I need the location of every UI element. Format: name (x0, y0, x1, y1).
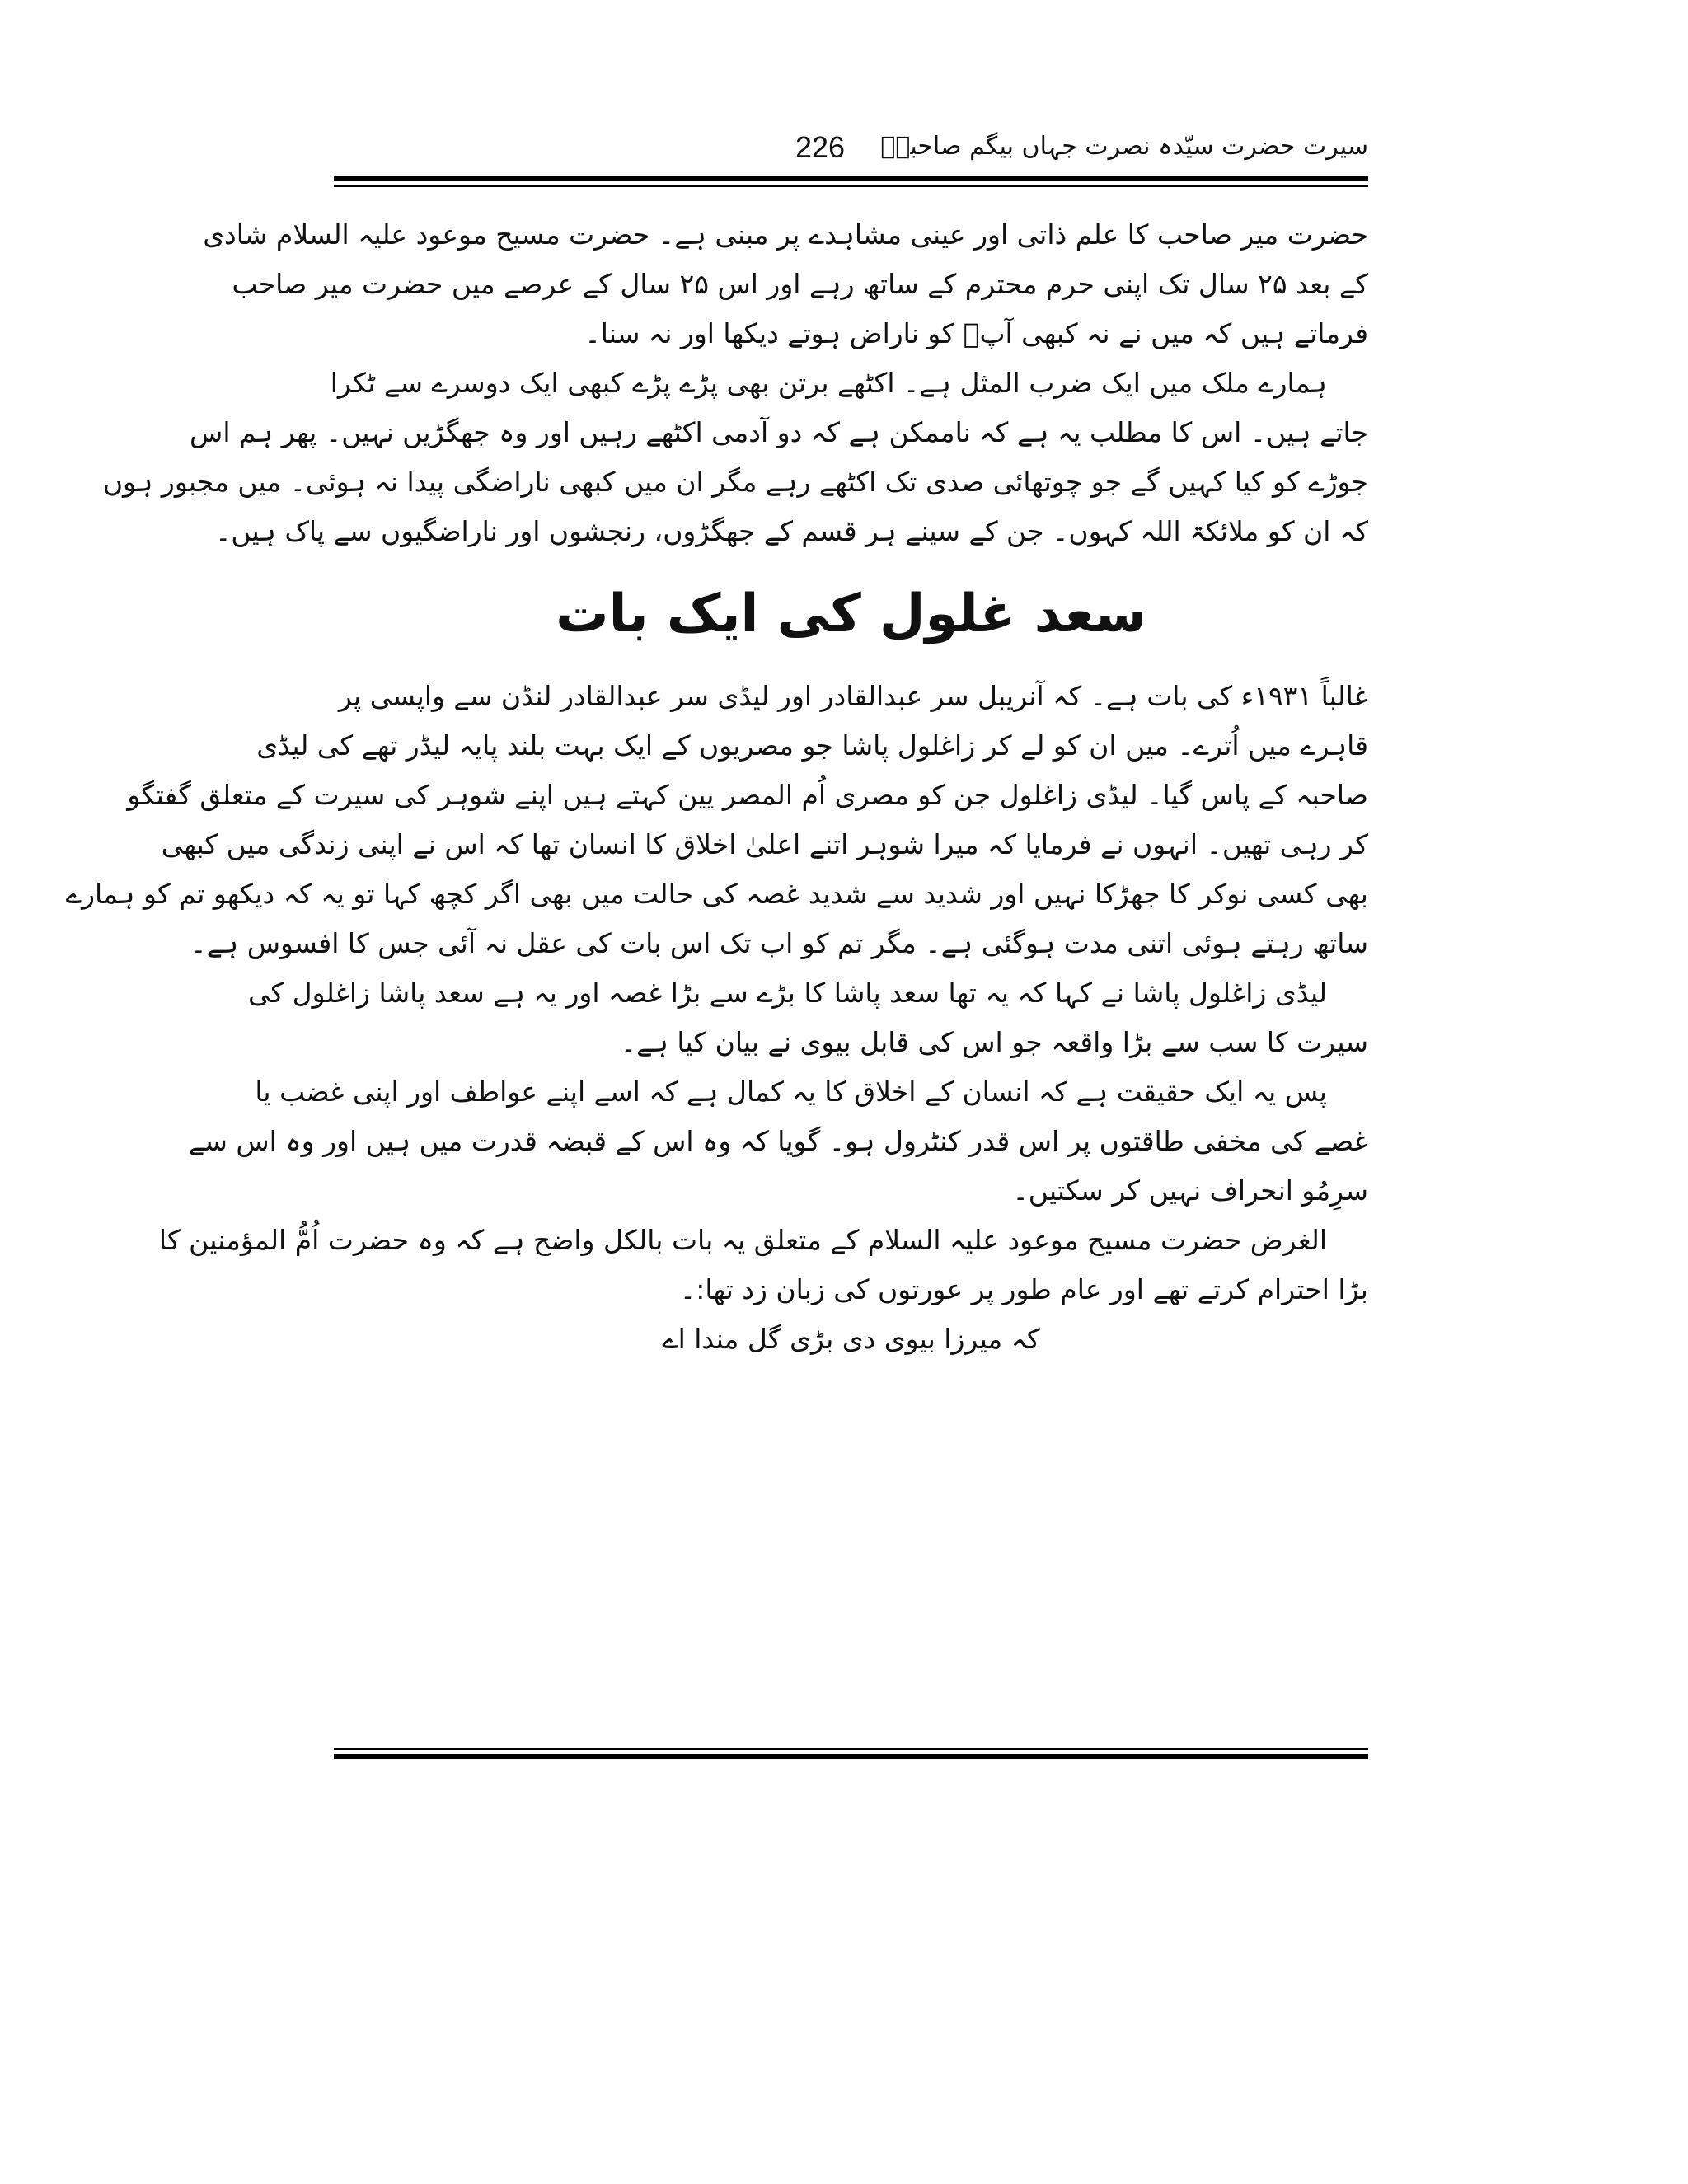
text-line: لیڈی زاغلول پاشا نے کہا کہ یہ تھا سعد پاشا کا بڑے سے بڑا غصہ اور یہ ہے سعد پاشا زاغلول کی (247, 977, 1327, 1009)
paragraph-1 (203, 210, 1368, 359)
text-line: بڑا احترام کرتے تھے اور عام طور پر عورتوں کی زبان زد تھا:۔ (679, 1273, 1368, 1305)
text-line: قاہرے میں اُترے۔ میں ان کو لے کر زاغلول پاشا جو مصریوں کے ایک بہت بلند پایہ لیڈر تھے کی لیڈی (256, 729, 1368, 762)
page-number: 226 (795, 130, 846, 164)
text-line: ساتھ رہتے ہوئی اتنی مدت ہوگئی ہے۔ مگر تم کو اب تک اس بات کی عقل نہ آئی جس کا افسوس ہے۔ (190, 927, 1368, 959)
text-line: حضرت میر صاحب کا علم ذاتی اور عینی مشاہدے پر مبنی ہے۔ حضرت مسیح موعود علیہ السلام شادی (203, 218, 1368, 251)
paragraph-3 (65, 672, 1368, 968)
text-line: بھی کسی نوکر کا جھڑکا نہیں اور شدید سے شدید غصہ کی حالت میں بھی اگر کچھ کہا تو یہ کہ دیکھو تم کو ہمارے (65, 878, 1368, 910)
paragraph-6 (158, 1216, 1368, 1315)
text-line: جوڑے کو کیا کہیں گے جو چوتھائی صدی تک اکٹھے رہے مگر ان میں کبھی ناراضگی پیدا نہ ہوئی۔ میں مجبور ہوں (102, 466, 1368, 498)
running-header (334, 130, 1368, 173)
paragraph-4 (247, 968, 1368, 1067)
text-line: غصے کی مخفی طاقتوں پر اس قدر کنٹرول ہو۔ گویا کہ وہ اس کے قبضہ قدرت میں ہیں اور وہ اس سے (188, 1125, 1368, 1157)
footer-rule-thin (334, 1748, 1368, 1750)
text-line: کہ ان کو ملائکۃ اللہ کہوں۔ جن کے سینے ہر قسم کے جھگڑوں، رنجشوں اور ناراضگیوں سے پاک ہیں۔ (215, 515, 1368, 547)
text-line: غالباً ۱۹۳۱ء کی بات ہے۔ کہ آنریبل سر عبدالقادر اور لیڈی سر عبدالقادر لنڈن سے واپسی پر (338, 680, 1368, 712)
paragraph-5 (188, 1067, 1368, 1216)
section-heading: سعد غلول کی ایک بات (556, 583, 1146, 644)
text-line: ہمارے ملک میں ایک ضرب المثل ہے۔ اکٹھے برتن بھی پڑے پڑے کبھی ایک دوسرے سے ٹکرا (330, 367, 1327, 399)
text-line: کر رہی تھیں۔ انہوں نے فرمایا کہ میرا شوہر اتنے اعلیٰ اخلاق کا انسان تھا کہ اس نے اپنی زندگی میں کبھی (161, 828, 1368, 860)
text-line: صاحبہ کے پاس گیا۔ لیڈی زاغلول جن کو مصری اُم المصر یین کہتے ہیں اپنے شوہر کی سیرت کے متعلق گفتگو (127, 779, 1368, 811)
text-line: سیرت کا سب سے بڑا واقعہ جو اس کی قابل بیوی نے بیان کیا ہے۔ (620, 1026, 1368, 1058)
text-line: فرماتے ہیں کہ میں نے نہ کبھی آپؑ کو ناراض ہوتے دیکھا اور نہ سنا۔ (584, 317, 1368, 349)
paragraph-2 (102, 359, 1368, 556)
text-line: الغرض حضرت مسیح موعود علیہ السلام کے متعلق یہ بات بالکل واضح ہے کہ وہ حضرت اُمُّ المؤمنین کا (158, 1224, 1327, 1256)
text-line: پس یہ ایک حقیقت ہے کہ انسان کے اخلاق کا یہ کمال ہے کہ اسے اپنے عواطف اور اپنی غضب یا (255, 1076, 1327, 1108)
header-rule-thin (334, 185, 1368, 187)
text-line: کے بعد ۲۵ سال تک اپنی حرم محترم کے ساتھ رہے اور اس ۲۵ سال کے عرصے میں حضرت میر صاحب (232, 268, 1368, 300)
text-line: سرِمُو انحراف نہیں کر سکتیں۔ (1012, 1174, 1368, 1207)
header-rule-thick (334, 176, 1368, 181)
verse-line: کہ میرزا بیوی دی بڑی گل مندا اے (662, 1323, 1040, 1355)
page-body (65, 210, 1368, 1364)
text-line: جاتے ہیں۔ اس کا مطلب یہ ہے کہ ناممکن ہے کہ دو آدمی اکٹھے رہیں اور وہ جھگڑیں نہیں۔ پھر ہم اس (190, 416, 1368, 448)
footer-rule-thick (334, 1754, 1368, 1759)
header-title: سیرت حضرت سیّدہ نصرت جہاں بیگم صاحبہؓ (880, 132, 1368, 161)
